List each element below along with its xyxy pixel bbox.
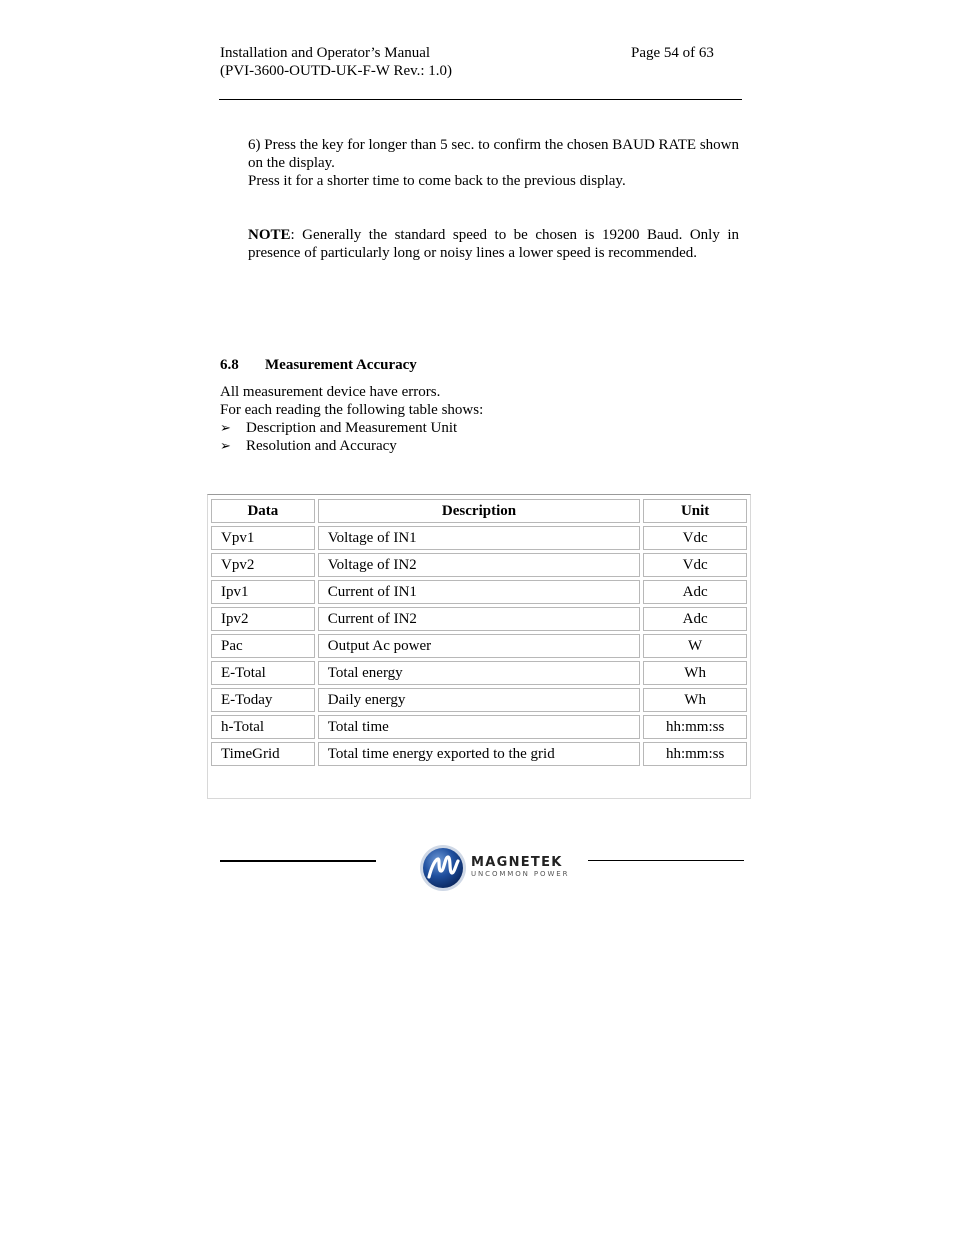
section-number: 6.8 — [220, 357, 239, 373]
table-row — [211, 715, 747, 739]
section-heading — [220, 356, 417, 374]
table-row — [211, 742, 747, 766]
cell-unit: hh:mm:ss — [643, 715, 747, 739]
cell-description: Current of IN1 — [318, 580, 640, 604]
header-divider — [219, 99, 742, 100]
cell-data: Vpv1 — [211, 526, 315, 550]
cell-data: h-Total — [211, 715, 315, 739]
cell-description: Total time — [318, 715, 640, 739]
cell-unit: Wh — [643, 661, 747, 685]
list-item-text: Description and Measurement Unit — [246, 420, 458, 436]
cell-unit: Wh — [643, 688, 747, 712]
cell-description: Total time energy exported to the grid — [318, 742, 640, 766]
header-unit: Unit — [643, 499, 747, 523]
intro-line-2: For each reading the following table shows: — [220, 402, 484, 418]
header-description: Description — [318, 499, 640, 523]
note-text: : Generally the standard speed to be chosen is 19200 Baud. Only in presence of particularly long or noisy lines a lower speed is recommended. — [248, 227, 739, 261]
table-row — [211, 661, 747, 685]
arrow-bullet-icon: ➢ — [220, 420, 231, 435]
list-item — [220, 419, 483, 437]
list-item — [220, 437, 483, 455]
arrow-bullet-icon: ➢ — [220, 438, 231, 453]
table-row — [211, 580, 747, 604]
cell-description: Output Ac power — [318, 634, 640, 658]
magnetek-emblem-icon — [418, 843, 470, 893]
cell-data: E-Total — [211, 661, 315, 685]
table-row — [211, 607, 747, 631]
intro-line-1: All measurement device have errors. — [220, 384, 441, 400]
cell-data: E-Today — [211, 688, 315, 712]
cell-data: Ipv2 — [211, 607, 315, 631]
list-item-text: Resolution and Accuracy — [246, 438, 397, 454]
header-title-line2: (PVI-3600-OUTD-UK-F-W Rev.: 1.0) — [220, 63, 453, 79]
cell-description: Voltage of IN2 — [318, 553, 640, 577]
section-title: Measurement Accuracy — [265, 357, 417, 373]
cell-data: Pac — [211, 634, 315, 658]
table-row — [211, 553, 747, 577]
step-6-back-text: Press it for a shorter time to come back to the previous display. — [248, 173, 626, 189]
measurement-table — [207, 494, 751, 799]
cell-description: Current of IN2 — [318, 607, 640, 631]
note-label: NOTE — [248, 227, 291, 243]
header-title-line1: Installation and Operator’s Manual — [220, 45, 431, 61]
cell-description: Daily energy — [318, 688, 640, 712]
step-6-text: 6) Press the key for longer than 5 sec. to confirm the chosen BAUD RATE shown on the display. — [248, 137, 739, 171]
logo-wordmark: MAGNETEK — [471, 855, 563, 870]
cell-data: TimeGrid — [211, 742, 315, 766]
table-row — [211, 688, 747, 712]
cell-unit: hh:mm:ss — [643, 742, 747, 766]
table-row — [211, 634, 747, 658]
section-intro — [220, 383, 483, 455]
cell-unit: W — [643, 634, 747, 658]
cell-description: Voltage of IN1 — [318, 526, 640, 550]
table-row — [211, 526, 747, 550]
table-header-row — [211, 499, 747, 523]
cell-data: Ipv1 — [211, 580, 315, 604]
header-data: Data — [211, 499, 315, 523]
cell-unit: Vdc — [643, 553, 747, 577]
header-title — [220, 44, 452, 80]
logo-tagline: UNCOMMON POWER — [471, 870, 570, 878]
cell-data: Vpv2 — [211, 553, 315, 577]
cell-unit: Vdc — [643, 526, 747, 550]
cell-unit: Adc — [643, 580, 747, 604]
step-6-paragraph — [248, 136, 739, 190]
cell-unit: Adc — [643, 607, 747, 631]
page-number: Page 54 of 63 — [631, 45, 714, 61]
footer-divider-right — [588, 860, 744, 861]
cell-description: Total energy — [318, 661, 640, 685]
note-paragraph — [248, 226, 739, 262]
footer-divider-left — [220, 860, 376, 862]
